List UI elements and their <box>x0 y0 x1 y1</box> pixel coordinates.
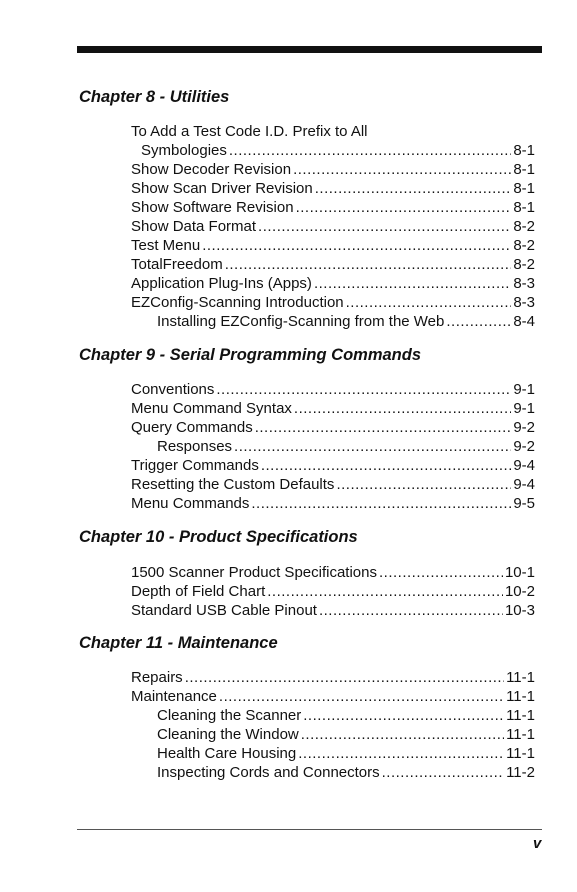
leader-dots <box>267 582 503 601</box>
page-number: v <box>533 835 542 852</box>
toc-entry[interactable] <box>131 293 535 312</box>
leader-dots <box>346 293 512 312</box>
entry-page: 8-1 <box>513 161 535 178</box>
toc-entry[interactable] <box>131 399 535 418</box>
leader-dots <box>294 399 511 418</box>
toc-subentry[interactable] <box>157 725 535 744</box>
entry-page: 9-1 <box>513 400 535 417</box>
entry-title: Conventions <box>131 381 215 398</box>
leader-dots <box>314 274 511 293</box>
entry-title: Show Scan Driver Revision <box>131 180 313 197</box>
chapter-10-heading: Chapter 10 - Product Specifications <box>79 528 358 546</box>
bottom-rule <box>77 829 542 830</box>
toc-subentry[interactable] <box>157 744 535 763</box>
toc-entry[interactable] <box>131 380 535 399</box>
entry-page: 9-4 <box>513 457 535 474</box>
entry-title: 1500 Scanner Product Specifications <box>131 564 377 581</box>
toc-subentry[interactable] <box>157 706 535 725</box>
leader-dots <box>296 198 512 217</box>
toc-entry[interactable] <box>131 475 535 494</box>
toc-entry[interactable] <box>131 217 535 236</box>
entry-title: Health Care Housing <box>157 745 297 762</box>
leader-dots <box>382 763 504 782</box>
leader-dots <box>315 179 512 198</box>
entry-page: 9-5 <box>513 495 535 512</box>
entry-title: Menu Commands <box>131 495 250 512</box>
entry-title: Application Plug-Ins (Apps) <box>131 275 312 292</box>
entry-title: Maintenance <box>131 688 217 705</box>
chapter-8-heading: Chapter 8 - Utilities <box>79 88 230 106</box>
leader-dots <box>234 437 511 456</box>
leader-dots <box>251 494 511 513</box>
toc-entry[interactable] <box>131 494 535 513</box>
leader-dots <box>258 217 511 236</box>
leader-dots <box>202 236 511 255</box>
entry-title: Depth of Field Chart <box>131 583 266 600</box>
entry-page: 8-2 <box>513 218 535 235</box>
leader-dots <box>229 141 511 160</box>
toc-subentry[interactable] <box>157 437 535 456</box>
entry-title: To Add a Test Code I.D. Prefix to All <box>131 123 368 140</box>
entry-title: Trigger Commands <box>131 457 259 474</box>
chapter-11-heading: Chapter 11 - Maintenance <box>79 634 278 652</box>
leader-dots <box>298 744 504 763</box>
entry-title: TotalFreedom <box>131 256 223 273</box>
entry-title: Standard USB Cable Pinout <box>131 602 317 619</box>
leader-dots <box>303 706 504 725</box>
entry-title: Test Menu <box>131 237 201 254</box>
top-rule <box>77 46 542 53</box>
entry-page: 10-3 <box>504 602 535 619</box>
toc-subentry[interactable] <box>157 763 535 782</box>
entry-page: 8-2 <box>513 237 535 254</box>
toc-entry[interactable] <box>131 418 535 437</box>
entry-title: Show Software Revision <box>131 199 294 216</box>
entry-page: 11-1 <box>506 707 535 724</box>
entry-page: 8-3 <box>513 275 535 292</box>
toc-entry[interactable] <box>131 160 535 179</box>
entry-page: 8-1 <box>513 180 535 197</box>
entry-page: 8-1 <box>513 142 535 159</box>
leader-dots <box>379 563 503 582</box>
entry-title: Symbologies <box>141 142 227 159</box>
leader-dots <box>219 687 504 706</box>
entry-page: 9-2 <box>513 438 535 455</box>
toc-entry[interactable] <box>131 582 535 601</box>
toc-entry[interactable] <box>131 668 535 687</box>
leader-dots <box>446 312 511 331</box>
toc-entry[interactable] <box>131 236 535 255</box>
leader-dots <box>336 475 511 494</box>
entry-title: EZConfig-Scanning Introduction <box>131 294 344 311</box>
entry-page: 11-1 <box>506 669 535 686</box>
entry-page: 10-2 <box>504 583 535 600</box>
entry-title: Resetting the Custom Defaults <box>131 476 335 493</box>
entry-title: Show Decoder Revision <box>131 161 292 178</box>
leader-dots <box>301 725 504 744</box>
entry-title: Query Commands <box>131 419 253 436</box>
entry-title: Responses <box>157 438 233 455</box>
toc-entry[interactable] <box>131 255 535 274</box>
entry-title: Cleaning the Scanner <box>157 707 302 724</box>
entry-page: 9-4 <box>513 476 535 493</box>
leader-dots <box>185 668 504 687</box>
entry-page: 10-1 <box>504 564 535 581</box>
entry-title: Menu Command Syntax <box>131 400 292 417</box>
leader-dots <box>216 380 511 399</box>
leader-dots <box>293 160 511 179</box>
entry-page: 8-1 <box>513 199 535 216</box>
entry-title: Show Data Format <box>131 218 257 235</box>
toc-entry[interactable] <box>141 141 535 160</box>
entry-page: 8-3 <box>513 294 535 311</box>
entry-title: Inspecting Cords and Connectors <box>157 764 380 781</box>
entry-page: 11-1 <box>506 726 535 743</box>
leader-dots <box>225 255 512 274</box>
entry-page: 8-4 <box>513 313 535 330</box>
entry-page: 11-2 <box>506 764 535 781</box>
entry-title: Cleaning the Window <box>157 726 299 743</box>
toc-entry[interactable] <box>131 601 535 620</box>
toc-entry[interactable] <box>131 687 535 706</box>
entry-title: Repairs <box>131 669 183 686</box>
entry-title: Installing EZConfig-Scanning from the Web <box>157 313 445 330</box>
leader-dots <box>319 601 503 620</box>
toc-entry[interactable] <box>131 179 535 198</box>
entry-page: 11-1 <box>506 745 535 762</box>
chapter-9-heading: Chapter 9 - Serial Programming Commands <box>79 346 421 364</box>
entry-page: 9-2 <box>513 419 535 436</box>
toc-entry[interactable] <box>131 563 535 582</box>
entry-page: 9-1 <box>513 381 535 398</box>
toc-entry[interactable] <box>131 456 535 475</box>
entry-page: 11-1 <box>506 688 535 705</box>
toc-entry[interactable] <box>131 122 535 141</box>
toc-entry[interactable] <box>131 274 535 293</box>
entry-page: 8-2 <box>513 256 535 273</box>
leader-dots <box>255 418 512 437</box>
toc-subentry[interactable] <box>157 312 535 331</box>
toc-entry[interactable] <box>131 198 535 217</box>
leader-dots <box>261 456 511 475</box>
